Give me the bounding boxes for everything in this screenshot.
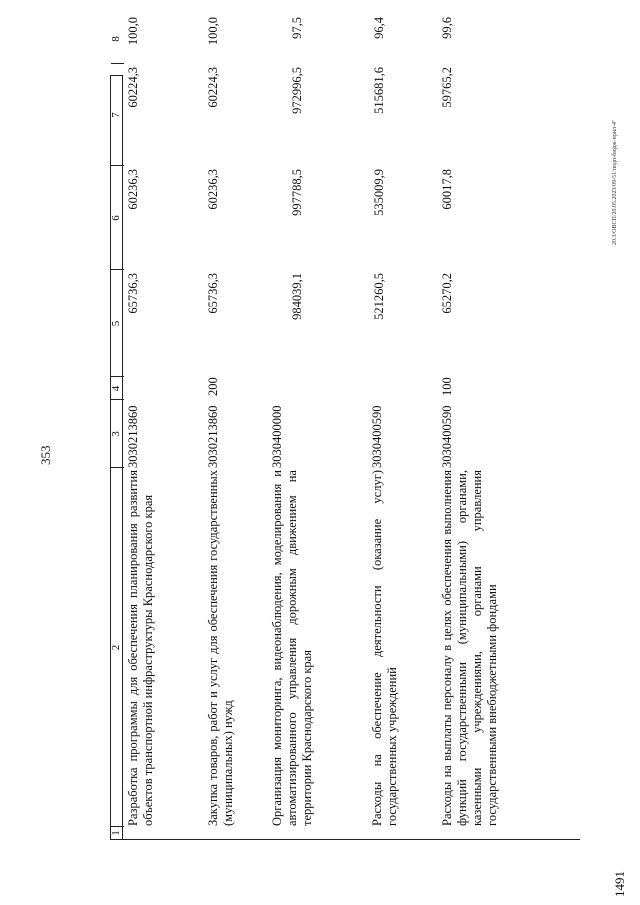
row-2-type: 200	[206, 377, 220, 396]
row-3-description: Организация мониторинга, видеонаблюдения, моделирования и автоматизированного управления дорожным движением на территории Краснодарского края	[270, 470, 314, 826]
header-divider	[111, 826, 124, 827]
row-2-col5: 65736,3	[206, 273, 220, 314]
row-5-col7: 59765,2	[440, 67, 454, 108]
row-2-description: Закупка товаров, работ и услуг для обеспечения государственных (муниципальных) нужд	[206, 470, 235, 826]
header-col-3: 3	[110, 431, 122, 437]
table-left-border	[123, 839, 580, 840]
row-2-code: 3030213860	[206, 405, 220, 468]
row-4-col6: 535009,9	[372, 169, 386, 216]
row-1-description: Разработка программы для обеспечения планирования развития объектов транспортной инфраструктуры Краснодарского края	[126, 470, 155, 826]
budget-table	[110, 17, 580, 840]
row-1-col5: 65736,3	[126, 273, 140, 314]
row-3-col5: 984039,1	[290, 273, 304, 320]
table-header-row	[110, 36, 123, 840]
row-5-col6: 60017,8	[440, 169, 454, 210]
header-divider	[111, 165, 124, 166]
header-col-8: 8	[110, 36, 122, 42]
row-1-col6: 60236,3	[126, 169, 140, 210]
row-4-code: 3030400590	[370, 405, 384, 468]
row-3-col7: 972996,5	[290, 67, 304, 114]
row-5-description: Расходы на выплаты персоналу в целях обеспечения выполнения функций государственными (муниципальными) органами, казенными учреждениями, органами управления государственными внебюджетными фондами	[440, 470, 499, 826]
page-number: 353	[38, 445, 53, 465]
row-5-col8: 99,6	[440, 17, 454, 39]
row-3-code: 3030400000	[270, 405, 284, 468]
row-4-description: Расходы на обеспечение деятельности (оказание услуг) государственных учреждений	[370, 470, 399, 826]
row-4-col5: 521260,5	[372, 273, 386, 320]
header-divider	[111, 467, 124, 468]
row-1-col8: 100,0	[126, 17, 140, 46]
row-3-col8: 97,5	[290, 17, 304, 39]
row-5-code: 3030400590	[440, 405, 454, 468]
document-stamp: 20.3/ОВСП/20.05.2023/09-51/подп-бюдж-прил-4ª	[612, 120, 618, 245]
header-col-4: 4	[110, 385, 122, 392]
row-1-col7: 60224,3	[126, 67, 140, 108]
row-4-col8: 96,4	[372, 17, 386, 39]
header-divider	[111, 399, 124, 400]
row-1-code: 3030213860	[126, 405, 140, 468]
footer-page-number: 1491	[612, 871, 627, 897]
row-5-type: 100	[440, 377, 454, 396]
row-2-col6: 60236,3	[206, 169, 220, 210]
row-2-col8: 100,0	[206, 17, 220, 46]
header-divider	[111, 376, 124, 377]
header-divider	[111, 63, 124, 64]
row-2-col7: 60224,3	[206, 67, 220, 108]
header-col-6: 6	[110, 215, 122, 221]
row-4-col7: 515681,6	[372, 67, 386, 114]
header-divider	[111, 269, 124, 270]
header-col-7: 7	[110, 112, 122, 118]
row-3-col6: 997788,5	[290, 169, 304, 216]
header-col-2: 2	[110, 644, 122, 651]
header-col-1: 1	[110, 830, 122, 836]
row-5-col5: 65270,2	[440, 273, 454, 314]
header-col-5: 5	[110, 320, 122, 327]
